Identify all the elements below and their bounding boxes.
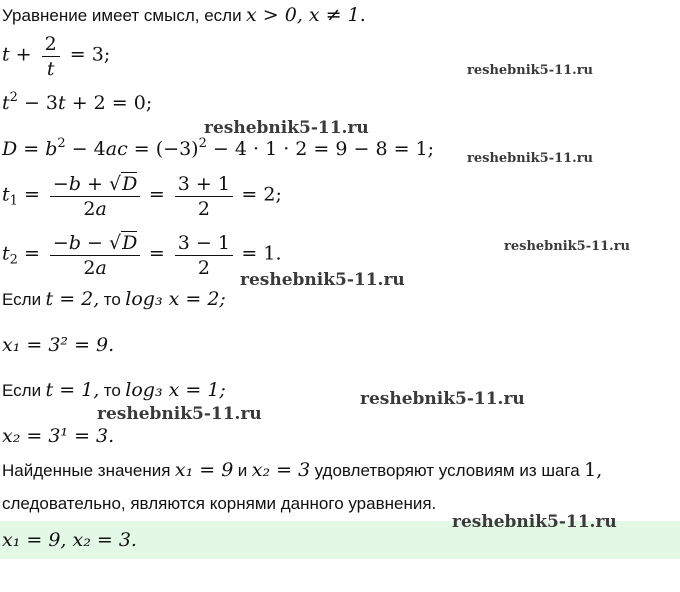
equation-discriminant: $D = b^2 - 4ac = (-3)^2 - 4 \cdot 1 \cdot 2 = 9 - 8 = 1$; <box>2 136 435 160</box>
watermark: reshebnik5-11.ru <box>204 118 369 138</box>
case1-word: Если <box>2 290 42 309</box>
watermark: reshebnik5-11.ru <box>240 270 405 290</box>
case1-math: t = 2, <box>45 288 100 310</box>
watermark: reshebnik5-11.ru <box>467 63 594 78</box>
equation-substitution: t + $\frac{2}{t}$ = 3; <box>2 33 111 80</box>
domain-math: x > 0, x ≠ 1. <box>246 4 366 26</box>
case2-log: log₃ x = 1; <box>125 379 226 401</box>
found-text-b: удовлетворяют условиям из шага <box>314 461 580 480</box>
answer-line <box>2 529 680 551</box>
equation-root-t2: $t_2$ = $\frac{-b - √D}{2a}$ = $\frac{3 - 1}{2}$ = 1. <box>2 232 282 279</box>
found-x2: x₂ = 3 <box>251 459 311 481</box>
found-and: и <box>237 461 248 480</box>
x2-text: x₂ = 3¹ = 3. <box>2 425 115 447</box>
case2-math: t = 1, <box>45 379 100 401</box>
case1-to: то <box>103 290 121 309</box>
conclusion-text: следовательно, являются корнями данного уравнения. <box>2 494 437 513</box>
case1-log: log₃ x = 2; <box>125 288 226 310</box>
watermark: reshebnik5-11.ru <box>97 404 262 424</box>
answer-text: x₁ = 9, x₂ = 3. <box>2 529 137 551</box>
case2-to: то <box>103 381 121 400</box>
domain-text: Уравнение имеет смысл, если <box>2 6 242 25</box>
case2-word: Если <box>2 381 42 400</box>
watermark: reshebnik5-11.ru <box>467 151 594 166</box>
found-values-line <box>2 459 680 481</box>
equation-quadratic: $t^2 - 3t + 2 = 0$; <box>2 90 153 114</box>
equation-root-t1: $t_1$ = $\frac{-b + √D}{2a}$ = $\frac{3 + 1}{2}$ = 2; <box>2 173 282 220</box>
found-x1: x₁ = 9 <box>174 459 234 481</box>
solution-x2-line <box>2 425 680 447</box>
watermark: reshebnik5-11.ru <box>452 512 617 532</box>
found-text-a: Найденные значения <box>2 461 171 480</box>
conclusion-line <box>2 494 680 514</box>
x1-text: x₁ = 3² = 9. <box>2 334 115 356</box>
domain-line <box>2 4 680 26</box>
watermark: reshebnik5-11.ru <box>360 389 525 409</box>
case-one-line <box>2 288 680 310</box>
watermark: reshebnik5-11.ru <box>504 239 631 254</box>
case-two-line <box>2 379 680 401</box>
found-step: 1, <box>584 459 603 481</box>
solution-x1-line <box>2 334 680 356</box>
